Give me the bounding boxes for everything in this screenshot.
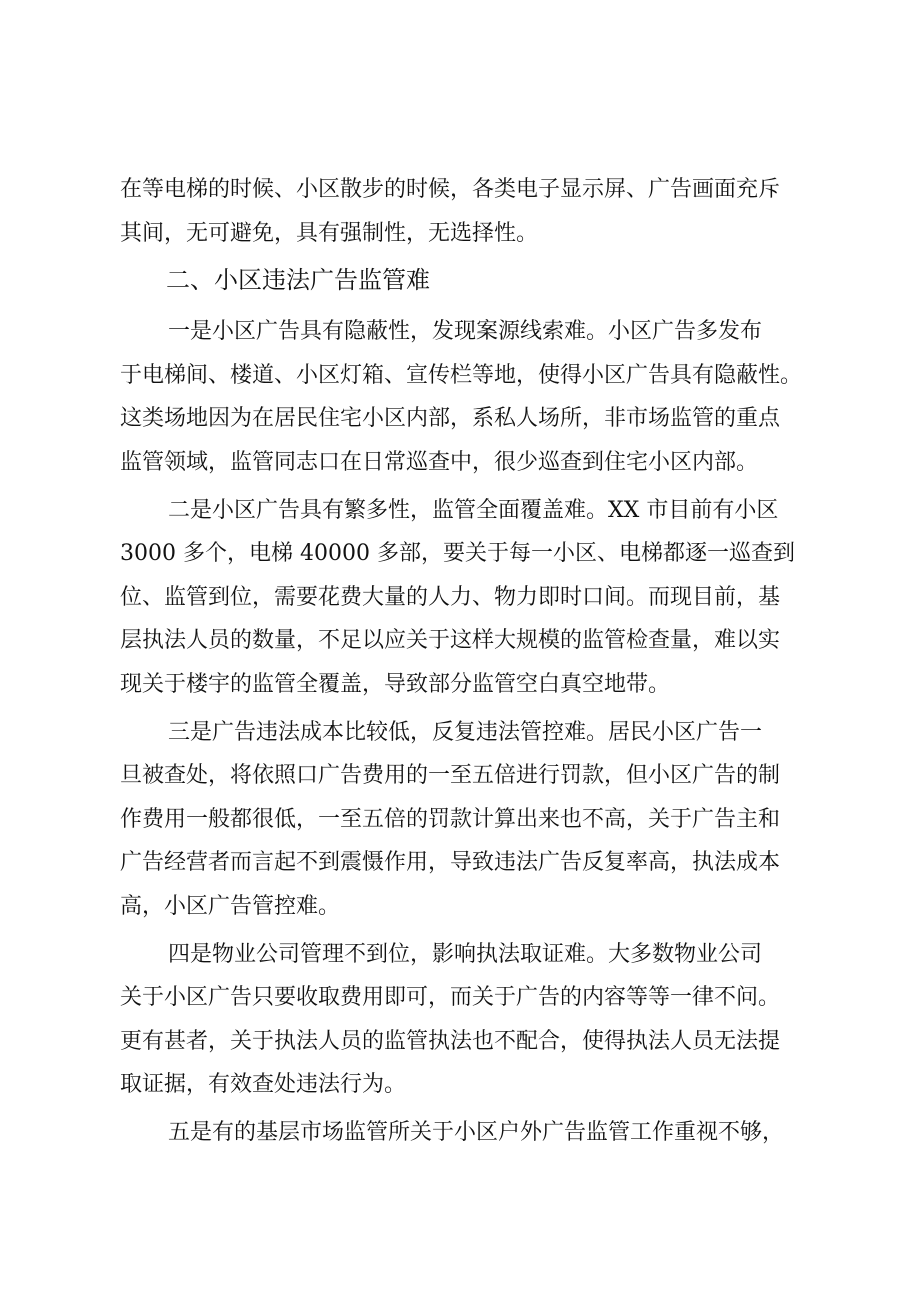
text-line: 位、监管到位，需要花费大量的人力、物力即时口间。而现目前，基 [120, 584, 781, 610]
document-body [120, 168, 810, 1154]
text-line: 层执法人员的数量，不足以应关于这样大规模的监管检查量，难以实 [120, 628, 781, 654]
intro-paragraph [120, 168, 810, 255]
text-line: 其间，无可避免，具有强制性，无选择性。 [120, 220, 539, 246]
text-line: 二是小区广告具有繁多性，监管全面覆盖难。XX 市目前有小区 [168, 497, 779, 523]
text-line: 高，小区广告管控难。 [120, 893, 341, 919]
paragraph-2 [120, 489, 810, 707]
paragraph-4 [120, 933, 810, 1107]
text-line: 旦被查处，将依照口广告费用的一至五倍进行罚款，但小区广告的制 [120, 763, 781, 789]
paragraph-5 [120, 1111, 810, 1155]
text-line: 更有甚者，关于执法人员的监管执法也不配合，使得执法人员无法提 [120, 1028, 781, 1054]
paragraph-3 [120, 711, 810, 929]
text-line: 作费用一般都很低，一至五倍的罚款计算出来也不高，关于广告主和 [120, 806, 781, 832]
text-line: 四是物业公司管理不到位，影响执法取证难。大多数物业公司 [168, 941, 763, 967]
paragraph-1 [120, 310, 810, 484]
text-line: 关于小区广告只要收取费用即可，而关于广告的内容等等一律不问。 [120, 985, 781, 1011]
text-line: 五是有的基层市场监管所关于小区户外广告监管工作重视不够， [168, 1119, 785, 1145]
text-line: 广告经营者而言起不到震慑作用，导致违法广告反复率高，执法成本 [120, 850, 781, 876]
text-line: 这类场地因为在居民住宅小区内部，系私人场所，非市场监管的重点 [120, 406, 781, 432]
text-line: 三是广告违法成本比较低，反复违法管控难。居民小区广告一 [168, 719, 763, 745]
text-line: 监管领域，监管同志口在日常巡查中，很少巡查到住宅小区内部。 [120, 449, 759, 475]
text-line: 现关于楼宇的监管全覆盖，导致部分监管空白真空地带。 [120, 671, 671, 697]
text-line: 一是小区广告具有隐蔽性，发现案源线索难。小区广告多发布 [168, 319, 763, 345]
text-line: 在等电梯的时候、小区散步的时候，各类电子显示屏、广告画面充斥 [120, 177, 781, 202]
section-heading-text: 二、小区违法广告监管难 [166, 266, 430, 295]
section-heading [120, 255, 810, 310]
text-line: 于电梯间、楼道、小区灯箱、宣传栏等地，使得小区广告具有隐蔽性。 [120, 362, 803, 388]
text-line: 3000 多个，电梯 40000 多部，要关于每一小区、电梯都逐一巡查到 [120, 541, 795, 567]
text-line: 取证据，有效查处违法行为。 [120, 1072, 407, 1098]
